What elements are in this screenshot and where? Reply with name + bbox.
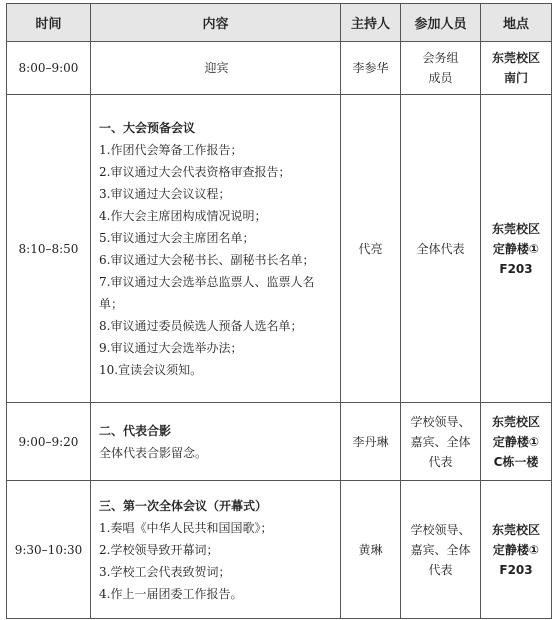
location-line: 定静楼① xyxy=(492,434,540,449)
participants-cell xyxy=(401,481,481,619)
header-time: 时间 xyxy=(7,4,91,42)
header-participants: 参加人员 xyxy=(401,4,481,42)
content-cell xyxy=(91,481,341,619)
section-title: 三、第一次全体会议（开幕式） xyxy=(99,498,268,513)
time-cell: 8:00–9:00 xyxy=(7,42,91,95)
host-cell: 李参华 xyxy=(341,42,401,95)
location-cell xyxy=(481,403,552,481)
location-line: 东莞校区 xyxy=(491,522,540,537)
location-cell xyxy=(481,42,552,95)
participants-line: 会务组 xyxy=(422,51,459,65)
location-line: 东莞校区 xyxy=(491,414,540,429)
participants-line: 嘉宾、全体 xyxy=(410,434,471,449)
content-line: 1.作团代会筹备工作报告； xyxy=(99,142,243,157)
location-line: F203 xyxy=(499,562,533,577)
header-host: 主持人 xyxy=(341,4,401,42)
content-line: 2.学校领导致开幕词； xyxy=(99,542,219,557)
content-line: 3.学校工会代表致贺词； xyxy=(99,564,231,579)
table-row xyxy=(7,403,552,481)
location-line: 定静楼① xyxy=(492,241,540,256)
time-cell: 9:00–9:20 xyxy=(7,403,91,481)
section-title: 二、代表合影 xyxy=(99,423,172,438)
table-row xyxy=(7,95,552,403)
content-line: 7.审议通过大会选举总监票人、监票人名单； xyxy=(99,274,315,311)
host-cell: 黄琳 xyxy=(341,481,401,619)
header-row xyxy=(7,4,552,42)
time-cell: 9:30–10:30 xyxy=(7,481,91,619)
content-cell xyxy=(91,403,341,481)
content-line: 3.审议通过大会议议程； xyxy=(99,186,231,201)
content-line: 6.审议通过大会秘书长、副秘书长名单； xyxy=(99,252,315,267)
schedule-table xyxy=(6,3,552,619)
participants-line: 成员 xyxy=(428,71,453,85)
time-cell: 8:10–8:50 xyxy=(7,95,91,403)
section-title: 一、大会预备会议 xyxy=(99,120,196,135)
location-line: F203 xyxy=(499,261,533,276)
table-row xyxy=(7,481,552,619)
location-cell xyxy=(481,481,552,619)
location-line: 东莞校区 xyxy=(491,51,540,65)
participants-cell xyxy=(401,403,481,481)
content-line: 10.宣读会议须知。 xyxy=(99,362,203,377)
header-content: 内容 xyxy=(91,4,341,42)
host-cell: 李丹琳 xyxy=(341,403,401,481)
content-cell xyxy=(91,42,341,95)
header-location: 地点 xyxy=(481,4,552,42)
location-cell xyxy=(481,95,552,403)
content-line: 5.审议通过大会主席团名单； xyxy=(99,230,255,245)
participants-cell xyxy=(401,42,481,95)
host-cell: 代亮 xyxy=(341,95,401,403)
content-line: 2.审议通过大会代表资格审查报告； xyxy=(99,164,291,179)
table-row xyxy=(7,42,552,95)
content-line: 8.审议通过委员候选人预备人选名单； xyxy=(99,318,303,333)
participants-line: 代表 xyxy=(428,454,453,469)
location-line: 南门 xyxy=(503,71,528,85)
content-cell xyxy=(91,95,341,403)
participants-line: 学校领导、 xyxy=(410,522,471,537)
content-line: 1.奏唱《中华人民共和国国歌》； xyxy=(99,520,273,535)
participants-line: 学校领导、 xyxy=(410,414,471,429)
content-line: 迎宾 xyxy=(204,61,229,75)
participants-line: 全体代表 xyxy=(416,241,465,256)
participants-cell xyxy=(401,95,481,403)
location-line: 东莞校区 xyxy=(491,221,540,236)
participants-line: 代表 xyxy=(428,562,453,577)
location-line: 定静楼① xyxy=(492,542,540,557)
content-line: 4.作上一届团委工作报告。 xyxy=(99,586,243,601)
content-line: 4.作大会主席团构成情况说明； xyxy=(99,208,267,223)
content-line: 全体代表合影留念。 xyxy=(99,445,208,460)
participants-line: 嘉宾、全体 xyxy=(410,542,471,557)
location-line: C栋一楼 xyxy=(493,454,539,469)
content-line: 9.审议通过大会选举办法； xyxy=(99,340,243,355)
